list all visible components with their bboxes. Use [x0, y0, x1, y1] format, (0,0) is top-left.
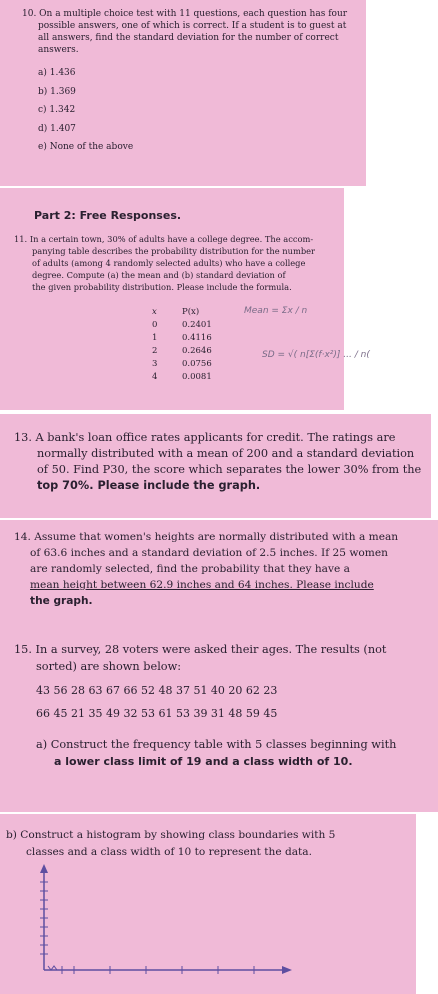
q11-line-1: 11. In a certain town, 30% of adults have a college degree. The accom- — [14, 234, 314, 244]
table-cell: 2 — [152, 346, 158, 356]
q10-line-1: 10. On a multiple choice test with 11 questions, each question has four — [22, 9, 348, 19]
table-cell: 3 — [152, 359, 158, 369]
q11-line-4: degree. Compute (a) the mean and (b) standard deviation of — [32, 270, 286, 280]
table-row — [152, 371, 220, 384]
q10-option-c: c) 1.342 — [38, 105, 76, 115]
q10-option-b: b) 1.369 — [38, 87, 76, 97]
q15-line-1: 15. In a survey, 28 voters were asked their ages. The results (not — [14, 643, 387, 656]
table-header-px: P(x) — [182, 307, 200, 317]
table-cell: 0.0081 — [182, 372, 212, 382]
y-axis-arrow — [40, 864, 48, 873]
table-cell: 4 — [152, 372, 158, 382]
q15-data-line-1: 43 56 28 63 67 66 52 48 37 51 40 20 62 23 — [36, 684, 278, 697]
table-header-row — [152, 306, 220, 319]
q15-data-line-2: 66 45 21 35 49 32 53 61 53 39 31 48 59 45 — [36, 707, 278, 720]
q13-line-1: 13. A bank's loan office rates applicants for credit. The ratings are — [14, 431, 396, 444]
q13-line-4: top 70%. Please include the graph. — [37, 479, 261, 492]
table-row — [152, 319, 220, 332]
table-cell: 0.4116 — [182, 333, 212, 343]
table-cell: 1 — [152, 333, 158, 343]
probability-table — [152, 306, 220, 384]
table-cell: 0.0756 — [182, 359, 212, 369]
q15-line-2: sorted) are shown below: — [36, 660, 182, 673]
table-row — [152, 358, 220, 371]
q13-line-2: normally distributed with a mean of 200 and a standard deviation — [37, 447, 415, 460]
q15a-line-2: a lower class limit of 19 and a class width of 10. — [54, 755, 353, 768]
q15a-line-1: a) Construct the frequency table with 5 classes beginning with — [36, 738, 397, 751]
q10-option-e: e) None of the above — [38, 142, 134, 152]
part-2-heading: Part 2: Free Responses. — [34, 209, 182, 222]
q11-line-3: of adults (among 4 randomly selected adults) who have a college — [32, 258, 306, 268]
q14-line-1: 14. Assume that women's heights are normally distributed with a mean — [14, 531, 399, 543]
histogram-axes — [30, 862, 300, 980]
table-cell: 0.2646 — [182, 346, 212, 356]
table-header-x: x — [152, 307, 157, 317]
q10-option-d: d) 1.407 — [38, 124, 76, 134]
table-cell: 0 — [152, 320, 158, 330]
table-row — [152, 345, 220, 358]
x-axis-arrow — [282, 966, 292, 974]
q14-line-4: mean height between 62.9 inches and 64 inches. Please include — [30, 579, 374, 591]
q15b-line-2: classes and a class width of 10 to represent the data. — [26, 846, 312, 858]
q11-line-5: the given probability distribution. Please include the formula. — [32, 282, 292, 292]
q11-line-2: panying table describes the probability distribution for the number — [32, 246, 316, 256]
handwritten-sd-note: SD = √( n[Σ(f·x²)] ... / n( — [262, 350, 370, 360]
table-cell: 0.2401 — [182, 320, 212, 330]
q14-line-3: are randomly selected, find the probability that they have a — [30, 563, 350, 575]
q14-line-2: of 63.6 inches and a standard deviation of 2.5 inches. If 25 women — [30, 547, 388, 559]
q15b-line-1: b) Construct a histogram by showing class boundaries with 5 — [6, 829, 336, 841]
q10-line-4: answers. — [38, 45, 79, 55]
table-row — [152, 332, 220, 345]
q13-line-3: of 50. Find P30, the score which separates the lower 30% from the — [37, 463, 422, 476]
handwritten-mean-note: Mean = Σx / n — [244, 306, 308, 316]
q14-line-5: the graph. — [30, 595, 93, 607]
q10-line-2: possible answers, one of which is correct. If a student is to guest at — [38, 21, 347, 31]
q10-option-a: a) 1.436 — [38, 68, 76, 78]
q10-line-3: all answers, find the standard deviation for the number of correct — [38, 33, 339, 43]
